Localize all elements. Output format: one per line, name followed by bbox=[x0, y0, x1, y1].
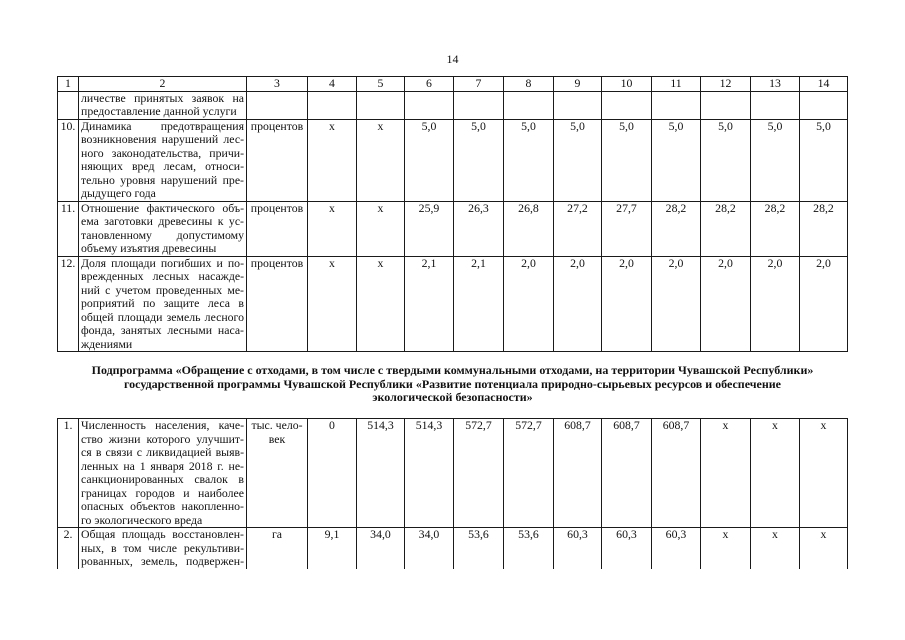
value-cell: х bbox=[800, 419, 848, 528]
value-cell: х bbox=[357, 119, 405, 201]
subprogram-title-line: государственной программы Чувашской Республики «Развитие потенциала природно-сырьевых ресурсов и обеспечение bbox=[124, 376, 781, 391]
column-number-header: 8 bbox=[504, 77, 554, 92]
indicator-name-cell bbox=[79, 419, 247, 528]
column-number-header-row bbox=[58, 77, 848, 92]
indicator-name-line: тельно уровня нарушений пре- bbox=[81, 172, 244, 187]
row-number-cell: 12. bbox=[58, 256, 79, 352]
indicator-name-line: Динамика предотвращения bbox=[81, 118, 244, 133]
unit-line: процентов bbox=[250, 118, 304, 133]
indicator-name-line: роприятий по защите леса в bbox=[81, 296, 244, 310]
indicator-name-line: ждениями bbox=[81, 336, 133, 351]
value-cell: 26,8 bbox=[504, 201, 554, 256]
column-number-header: 11 bbox=[652, 77, 701, 92]
value-cell: 608,7 bbox=[652, 419, 701, 528]
value-cell: 2,1 bbox=[454, 256, 504, 352]
value-cell: 34,0 bbox=[405, 528, 454, 569]
indicator-name-cell bbox=[79, 91, 247, 119]
indicator-name-line: рованных, земель, подвержен- bbox=[81, 554, 244, 568]
row-number-cell: 1. bbox=[58, 419, 79, 528]
indicator-name-line: предоставление данной услуги bbox=[81, 104, 237, 118]
value-cell bbox=[308, 91, 357, 119]
unit-cell bbox=[247, 528, 308, 569]
value-cell: 2,0 bbox=[504, 256, 554, 352]
value-cell: х bbox=[701, 419, 751, 528]
indicators-table-body bbox=[58, 91, 848, 352]
value-cell: 26,3 bbox=[454, 201, 504, 256]
value-cell: 27,7 bbox=[602, 201, 652, 256]
value-cell: х bbox=[800, 528, 848, 569]
value-cell: 2,1 bbox=[405, 256, 454, 352]
value-cell: 9,1 bbox=[308, 528, 357, 569]
indicator-name-line: няющих вред лесам, относи- bbox=[81, 159, 244, 173]
value-cell: 28,2 bbox=[652, 201, 701, 256]
value-cell: 514,3 bbox=[405, 419, 454, 528]
row-number-cell: 2. bbox=[58, 528, 79, 569]
row-number-cell: 10. bbox=[58, 119, 79, 201]
table-row bbox=[58, 91, 848, 119]
value-cell bbox=[602, 91, 652, 119]
value-cell: 2,0 bbox=[554, 256, 602, 352]
indicator-name-line: фонда, занятых лесными наса- bbox=[81, 323, 244, 337]
indicator-name-line: ство жизни которого улучшит- bbox=[81, 431, 244, 446]
unit-line: процентов bbox=[250, 200, 304, 215]
value-cell: 5,0 bbox=[701, 119, 751, 201]
indicator-name-cell bbox=[79, 119, 247, 201]
value-cell: 2,0 bbox=[751, 256, 800, 352]
table-row bbox=[58, 201, 848, 256]
column-number-header: 2 bbox=[79, 77, 247, 92]
value-cell: х bbox=[701, 528, 751, 569]
row-number-cell: 11. bbox=[58, 201, 79, 256]
indicator-name-line: дыдущего года bbox=[81, 186, 156, 200]
value-cell: 60,3 bbox=[652, 528, 701, 569]
table-row bbox=[58, 119, 848, 201]
value-cell: х bbox=[357, 201, 405, 256]
page-number: 14 bbox=[446, 52, 459, 66]
indicator-name-line: Отношение фактического объ- bbox=[81, 200, 244, 215]
value-cell bbox=[405, 91, 454, 119]
unit-cell bbox=[247, 119, 308, 201]
indicator-name-line: ема заготовки древесины к ус- bbox=[81, 214, 244, 228]
table-header bbox=[58, 77, 848, 92]
subprogram-title-line: экологической безопасности» bbox=[372, 390, 533, 404]
column-number-header: 12 bbox=[701, 77, 751, 92]
value-cell bbox=[554, 91, 602, 119]
unit-line: тыс. чело- bbox=[251, 418, 303, 432]
indicator-name-line: Общая площадь восстановлен- bbox=[81, 527, 244, 541]
value-cell: 53,6 bbox=[454, 528, 504, 569]
indicator-name-line: го экологического вреда bbox=[81, 512, 203, 527]
indicator-name-line: границах городов и наиболее bbox=[81, 485, 244, 500]
column-number-header: 7 bbox=[454, 77, 504, 92]
value-cell: 572,7 bbox=[504, 419, 554, 528]
value-cell: 5,0 bbox=[602, 119, 652, 201]
unit-cell bbox=[247, 91, 308, 119]
value-cell: 60,3 bbox=[554, 528, 602, 569]
table-row bbox=[58, 528, 848, 569]
indicator-name-line: санкционированных свалок в bbox=[81, 472, 244, 486]
value-cell: х bbox=[751, 419, 800, 528]
value-cell: 0 bbox=[308, 419, 357, 528]
unit-line: процентов bbox=[250, 255, 304, 270]
value-cell: х bbox=[308, 119, 357, 201]
table-row bbox=[58, 419, 848, 528]
value-cell: х bbox=[308, 201, 357, 256]
column-number-header: 6 bbox=[405, 77, 454, 92]
indicator-name-line: опасных объектов накопленно- bbox=[81, 499, 244, 513]
value-cell: 608,7 bbox=[554, 419, 602, 528]
indicator-name-line: общей площади земель лесного bbox=[81, 309, 244, 324]
value-cell: 5,0 bbox=[405, 119, 454, 201]
value-cell: 2,0 bbox=[652, 256, 701, 352]
indicator-name-line: врежденных лесных насажде- bbox=[81, 269, 244, 283]
indicator-name-line: возникновения нарушений лес- bbox=[81, 132, 244, 146]
indicator-name-line: ленных на 1 января 2018 г. не- bbox=[81, 458, 244, 473]
column-number-header: 9 bbox=[554, 77, 602, 92]
table-row bbox=[58, 256, 848, 352]
column-number-header: 13 bbox=[751, 77, 800, 92]
unit-cell bbox=[247, 201, 308, 256]
value-cell: 25,9 bbox=[405, 201, 454, 256]
value-cell: 5,0 bbox=[751, 119, 800, 201]
indicator-name-line: Численность населения, каче- bbox=[81, 418, 244, 432]
unit-line: га bbox=[271, 527, 283, 541]
value-cell: 60,3 bbox=[602, 528, 652, 569]
indicator-name-cell bbox=[79, 201, 247, 256]
value-cell: 28,2 bbox=[751, 201, 800, 256]
value-cell: 5,0 bbox=[800, 119, 848, 201]
value-cell: 2,0 bbox=[800, 256, 848, 352]
column-number-header: 10 bbox=[602, 77, 652, 92]
value-cell: 5,0 bbox=[652, 119, 701, 201]
value-cell: х bbox=[308, 256, 357, 352]
value-cell: 27,2 bbox=[554, 201, 602, 256]
value-cell: 572,7 bbox=[454, 419, 504, 528]
indicator-name-line: ся в связи с ликвидацией выяв- bbox=[81, 445, 244, 459]
value-cell: х bbox=[751, 528, 800, 569]
column-number-header: 1 bbox=[58, 77, 79, 92]
unit-cell bbox=[247, 256, 308, 352]
subprogram-title bbox=[0, 364, 905, 405]
unit-line: век bbox=[268, 431, 286, 446]
value-cell bbox=[454, 91, 504, 119]
value-cell bbox=[652, 91, 701, 119]
value-cell: 53,6 bbox=[504, 528, 554, 569]
value-cell: 28,2 bbox=[800, 201, 848, 256]
value-cell: 2,0 bbox=[602, 256, 652, 352]
indicator-name-line: тановленному допустимому bbox=[81, 227, 244, 242]
indicator-name-line: ний с учетом проведенных ме- bbox=[81, 282, 244, 297]
column-number-header: 5 bbox=[357, 77, 405, 92]
column-number-header: 4 bbox=[308, 77, 357, 92]
value-cell bbox=[701, 91, 751, 119]
value-cell bbox=[504, 91, 554, 119]
value-cell: 514,3 bbox=[357, 419, 405, 528]
subprogram-indicators-table bbox=[57, 418, 848, 569]
indicator-name-line: ных, в том числе рекультиви- bbox=[81, 540, 244, 555]
value-cell bbox=[800, 91, 848, 119]
value-cell: 5,0 bbox=[504, 119, 554, 201]
column-number-header: 3 bbox=[247, 77, 308, 92]
indicator-name-line: объему изъятия древесины bbox=[81, 241, 217, 255]
column-number-header: 14 bbox=[800, 77, 848, 92]
row-number-cell bbox=[58, 91, 79, 119]
indicator-name-line: личестве принятых заявок на bbox=[81, 90, 244, 105]
indicators-table bbox=[57, 76, 848, 352]
indicator-name-line: ного законодательства, причи- bbox=[81, 145, 244, 160]
indicator-name-cell bbox=[79, 256, 247, 352]
subprogram-title-line: Подпрограмма «Обращение с отходами, в том числе с твердыми коммунальными отходами, на территории Чувашской Республики» bbox=[91, 363, 814, 377]
value-cell: 5,0 bbox=[554, 119, 602, 201]
value-cell: х bbox=[357, 256, 405, 352]
value-cell: 608,7 bbox=[602, 419, 652, 528]
value-cell bbox=[357, 91, 405, 119]
value-cell bbox=[751, 91, 800, 119]
value-cell: 28,2 bbox=[701, 201, 751, 256]
value-cell: 2,0 bbox=[701, 256, 751, 352]
indicator-name-cell bbox=[79, 528, 247, 569]
value-cell: 34,0 bbox=[357, 528, 405, 569]
indicator-name-line: Доля площади погибших и по- bbox=[81, 255, 244, 270]
value-cell: 5,0 bbox=[454, 119, 504, 201]
unit-cell bbox=[247, 419, 308, 528]
subprogram-indicators-table-body bbox=[58, 419, 848, 569]
